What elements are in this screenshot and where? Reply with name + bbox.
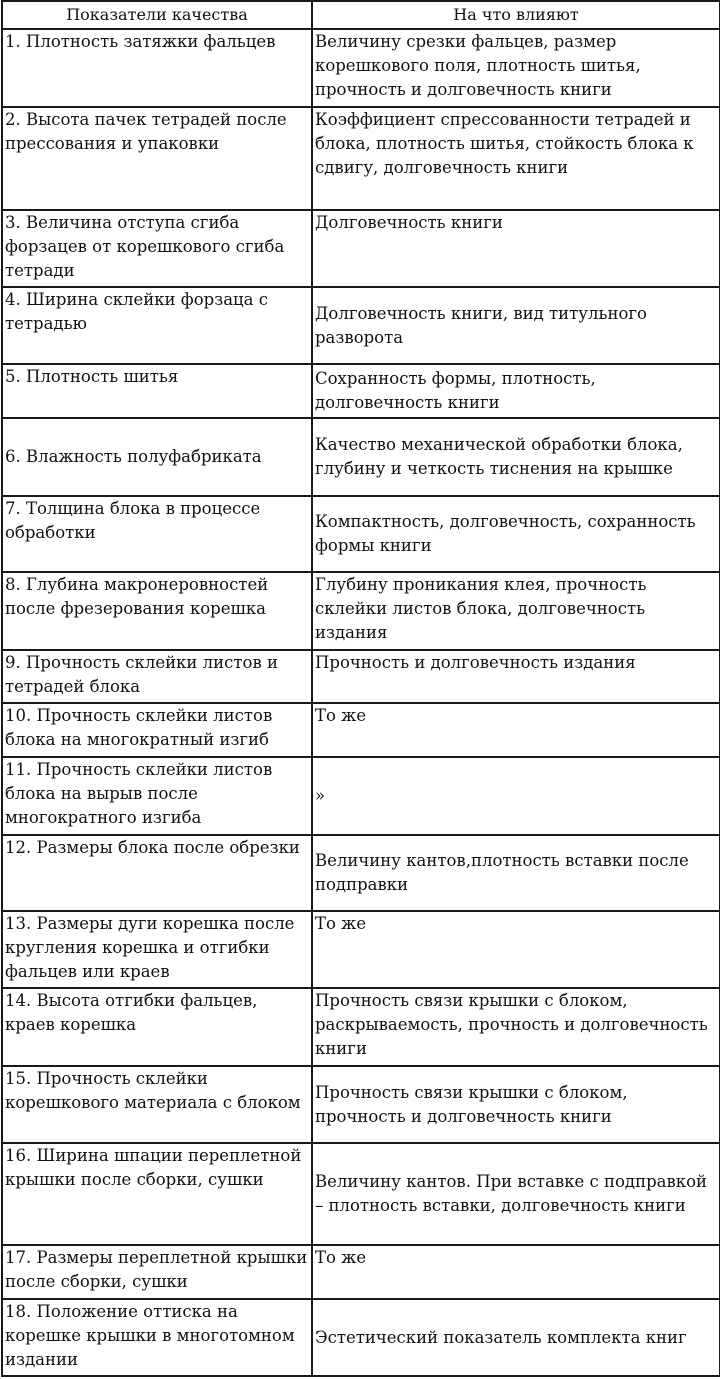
table-row (2, 287, 720, 364)
influence-cell: Сохранность формы, плотность, долговечность книги (312, 364, 720, 418)
header-influence: На что влияют (312, 1, 720, 29)
indicator-cell: 18. Положение оттиска на корешке крышки в многотомном издании (2, 1299, 312, 1376)
influence-cell: Величину кантов. При вставке с подправкой – плотность вставки, долговечность книги (312, 1143, 720, 1245)
indicator-cell: 15. Прочность склейки корешкового материала с блоком (2, 1066, 312, 1143)
influence-cell: Глубину проникания клея, прочность склейки листов блока, долговечность издания (312, 572, 720, 650)
table-row (2, 364, 720, 418)
influence-cell: » (312, 757, 720, 835)
influence-cell: Величину кантов,плотность вставки после подправки (312, 835, 720, 911)
indicator-cell: 4. Ширина склейки форзаца с тетрадью (2, 287, 312, 364)
influence-cell: Качество механической обработки блока, глубину и четкость тиснения на крышке (312, 418, 720, 496)
influence-cell: Компактность, долговечность, сохранность формы книги (312, 496, 720, 572)
indicator-cell: 2. Высота пачек тетрадей после прессования и упаковки (2, 107, 312, 210)
table-row (2, 650, 720, 703)
table-row (2, 1245, 720, 1299)
table-row (2, 107, 720, 210)
table-row (2, 988, 720, 1066)
table-row (2, 210, 720, 287)
table-row (2, 835, 720, 911)
indicator-cell: 13. Размеры дуги корешка после кругления корешка и отгибки фальцев или краев (2, 911, 312, 988)
indicator-cell: 10. Прочность склейки листов блока на многократный изгиб (2, 703, 312, 757)
indicator-cell: 8. Глубина макронеровностей после фрезерования корешка (2, 572, 312, 650)
table-row (2, 757, 720, 835)
table-row (2, 572, 720, 650)
table-row (2, 911, 720, 988)
indicator-cell: 3. Величина отступа сгиба форзацев от корешкового сгиба тетради (2, 210, 312, 287)
table-row (2, 418, 720, 496)
influence-cell: Прочность связи крышки с блоком, раскрываемость, прочность и долговечность книги (312, 988, 720, 1066)
indicator-cell: 12. Размеры блока после обрезки (2, 835, 312, 911)
indicator-cell: 14. Высота отгибки фальцев, краев корешка (2, 988, 312, 1066)
indicator-cell: 7. Толщина блока в процессе обработки (2, 496, 312, 572)
indicator-cell: 9. Прочность склейки листов и тетрадей блока (2, 650, 312, 703)
quality-indicators-table (1, 0, 720, 1377)
influence-cell: Прочность связи крышки с блоком, прочность и долговечность книги (312, 1066, 720, 1143)
table-row (2, 1143, 720, 1245)
indicator-cell: 1. Плотность затяжки фальцев (2, 29, 312, 107)
table-row (2, 703, 720, 757)
influence-cell: Прочность и долговечность издания (312, 650, 720, 703)
influence-cell: То же (312, 1245, 720, 1299)
table-header-row (2, 1, 720, 29)
influence-cell: Коэффициент спрессованности тетрадей и блока, плотность шитья, стойкость блока к сдвигу, долговечность книги (312, 107, 720, 210)
indicator-cell: 16. Ширина шпации переплетной крышки после сборки, сушки (2, 1143, 312, 1245)
influence-cell: Долговечность книги, вид титульного разворота (312, 287, 720, 364)
table-row (2, 1299, 720, 1376)
indicator-cell: 5. Плотность шитья (2, 364, 312, 418)
header-indicators: Показатели качества (2, 1, 312, 29)
indicator-cell: 17. Размеры переплетной крышки после сборки, сушки (2, 1245, 312, 1299)
influence-cell: Эстетический показатель комплекта книг (312, 1299, 720, 1376)
influence-cell: Величину срезки фальцев, размер корешкового поля, плотность шитья, прочность и долговечность книги (312, 29, 720, 107)
indicator-cell: 6. Влажность полуфабриката (2, 418, 312, 496)
influence-cell: То же (312, 703, 720, 757)
influence-cell: То же (312, 911, 720, 988)
influence-cell: Долговечность книги (312, 210, 720, 287)
table-row (2, 1066, 720, 1143)
indicator-cell: 11. Прочность склейки листов блока на вырыв после многократного изгиба (2, 757, 312, 835)
table-row (2, 29, 720, 107)
table-row (2, 496, 720, 572)
